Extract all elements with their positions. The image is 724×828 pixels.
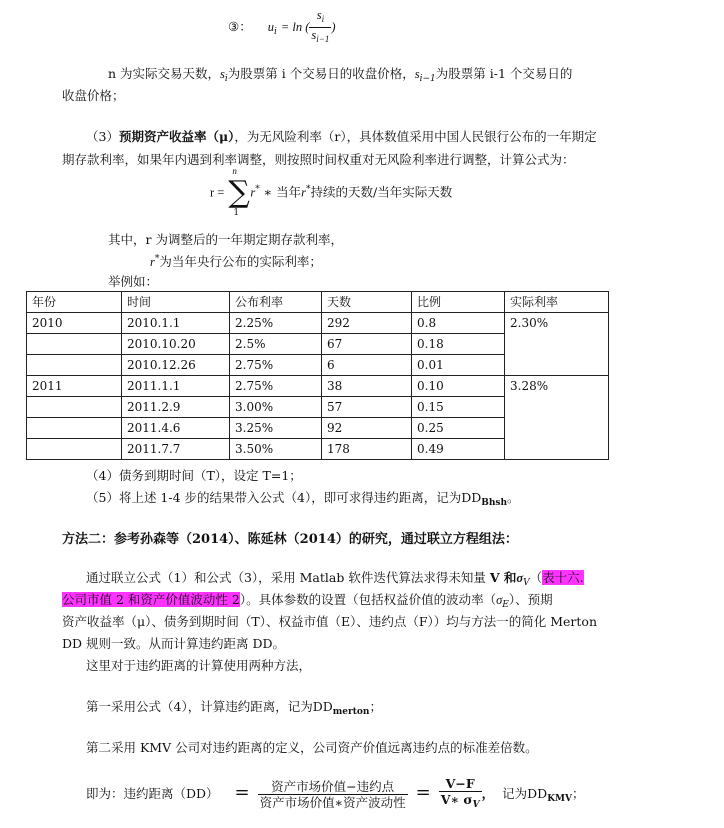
time-cell: 2010.10.20 (122, 334, 230, 355)
where-star: * (154, 253, 160, 264)
where-line3: 举例如： (108, 274, 159, 289)
rate-cell: 2.5% (230, 334, 322, 355)
final-fraction-2 (439, 776, 482, 813)
year-cell-empty (27, 418, 122, 439)
th-rate: 公布利率 (230, 292, 322, 313)
th-days: 天数 (322, 292, 412, 313)
step-5-end: 。 (507, 490, 520, 505)
final-den2-sub: V (472, 800, 480, 810)
actual-rate-cell: 2.30% (505, 313, 609, 376)
ratio-cell: 0.15 (412, 397, 505, 418)
final-eq1: = (234, 782, 250, 803)
ratio-cell: 0.8 (412, 313, 505, 334)
para-n-line1 (108, 64, 572, 84)
final-num2: V−F (439, 776, 482, 792)
rates-table (26, 291, 609, 460)
para-m2-sigma: σ (516, 571, 524, 585)
two-methods-line: 这里对于违约距离的计算使用两种方法， (86, 658, 312, 673)
th-year: 年份 (27, 292, 122, 313)
para-m2-line2 (62, 590, 553, 610)
rate-cell: 2.75% (230, 355, 322, 376)
para-m2-p3: ）、预期 (508, 592, 553, 607)
step-5-dd: DD (461, 490, 482, 505)
para-m2-p1: 通过联立公式（1）和公式（3），采用 Matlab 软件迭代算法求得未知量 (86, 570, 490, 585)
where-line1: 其中，r 为调整后的一年期定期存款利率， (108, 232, 343, 247)
days-cell: 178 (322, 439, 412, 460)
formula-3-fraction (309, 8, 331, 47)
para-m2-close: ） (239, 592, 247, 607)
formula-r-rstar: r (250, 185, 256, 200)
second-method-line: 第二采用 KMV 公司对违约距离的定义，公司资产价值远离违约点的标准差倍数。 (86, 740, 538, 755)
first-text: 第一采用公式（4），计算违约距离，记为 (86, 699, 313, 714)
step-4: （4）债务到期时间（T），设定 T=1； (86, 468, 302, 483)
ratio-cell: 0.10 (412, 376, 505, 397)
para-n-part1: n 为实际交易天数， (108, 66, 221, 81)
formula-3-lhs-sub: i (273, 27, 277, 37)
time-cell: 2011.1.1 (122, 376, 230, 397)
formula-3-lhs: u (267, 20, 274, 34)
para-3-prefix: （3） (86, 129, 119, 144)
where-line2-rest: 为当年央行公布的实际利率； (159, 254, 322, 269)
para-3-line1-rest: ，为无风险利率（r），具体数值采用中国人民银行公布的一年期定 (234, 129, 597, 144)
para-n-s-sub: i (224, 74, 228, 84)
para-m2-open: （ (529, 570, 543, 585)
days-cell: 38 (322, 376, 412, 397)
step-5 (86, 488, 520, 508)
ratio-cell: 0.18 (412, 334, 505, 355)
final-end: ； (571, 786, 585, 801)
formula-r-star: * (255, 184, 260, 195)
first-end: ； (369, 699, 382, 714)
year-cell-empty (27, 355, 122, 376)
year-cell: 2011 (27, 376, 122, 397)
table-header-row (27, 292, 609, 313)
para-m2-bold-v: V 和 (489, 570, 517, 585)
sigma-glyph: ∑ (228, 175, 250, 210)
para-n-s2-sub: i−1 (419, 74, 436, 84)
para-m2-sigma-e-sub: E (502, 600, 509, 610)
ratio-cell: 0.25 (412, 418, 505, 439)
year-cell-empty (27, 397, 122, 418)
sum-top: n (232, 166, 237, 176)
final-den2: V∗ σ (440, 792, 473, 807)
table-ref-highlight-2: 公司市值 2 和资产价值波动性 2 (62, 592, 240, 607)
table-row (27, 313, 609, 334)
where-r: r (150, 255, 155, 269)
formula-3-eq: = ln ( (280, 20, 310, 34)
formula-3-den-sub: i−1 (316, 34, 330, 44)
para-m2-line3: 资产收益率（μ）、债务到期时间（T）、权益市值（E）、违约点（F））均与方法一的简化 Merton (62, 614, 598, 629)
where-line2 (150, 252, 322, 270)
first-dd: DD (312, 699, 333, 714)
year-cell-empty (27, 439, 122, 460)
final-comma: ， (481, 786, 495, 801)
days-cell: 57 (322, 397, 412, 418)
days-cell: 92 (322, 418, 412, 439)
rate-cell: 2.25% (230, 313, 322, 334)
formula-3-den: s (311, 28, 317, 42)
time-cell: 2011.7.7 (122, 439, 230, 460)
final-prefix: 即为：违约距离（DD） (86, 786, 219, 801)
para-m2-line1 (86, 568, 584, 588)
rate-cell: 3.50% (230, 439, 322, 460)
rate-cell: 2.75% (230, 376, 322, 397)
days-cell: 292 (322, 313, 412, 334)
formula-r-rest: 持续的天数/当年实际天数 (310, 184, 453, 200)
time-cell: 2010.12.26 (122, 355, 230, 376)
para-m2-line4: DD 规则一致。从而计算违约距离 DD。 (62, 636, 286, 651)
time-cell: 2011.2.9 (122, 397, 230, 418)
formula-3 (228, 8, 336, 47)
final-dd: DD (527, 786, 548, 801)
step-5-text: （5）将上述 1-4 步的结果带入公式（4），即可求得违约距离，记为 (86, 490, 462, 505)
th-ratio: 比例 (412, 292, 505, 313)
para-n-part3: 为股票第 i-1 个交易日的 (435, 66, 573, 81)
para-m2-sigma-sub: V (523, 578, 530, 588)
para-m2-p2: 。具体参数的设置（包括权益价值的波动率（ (246, 592, 497, 607)
time-cell: 2010.1.1 (122, 313, 230, 334)
days-cell: 67 (322, 334, 412, 355)
para-3-line2: 期存款利率，如果年内遇到利率调整，则按照时间权重对无风险利率进行调整，计算公式为： (62, 152, 575, 167)
formula-r-rstar2: r (301, 185, 307, 200)
formula-r (210, 166, 453, 218)
th-actual: 实际利率 (505, 292, 609, 313)
para-n-s: s (220, 67, 225, 81)
step-5-dd-sub: Bhsh (481, 498, 508, 508)
year-cell-empty (27, 334, 122, 355)
para-n-part2: 为股票第 i 个交易日的收盘价格， (227, 66, 415, 81)
formula-3-close: ) (331, 20, 336, 34)
year-cell: 2010 (27, 313, 122, 334)
rate-cell: 3.25% (230, 418, 322, 439)
table-ref-highlight-1: 表十六. (542, 570, 584, 585)
final-rec: 记为 (502, 786, 528, 801)
first-dd-sub: merton (332, 707, 370, 717)
sum-symbol (228, 166, 250, 218)
actual-rate-cell: 3.28% (505, 376, 609, 460)
final-eq2: = (415, 782, 431, 803)
ratio-cell: 0.49 (412, 439, 505, 460)
final-formula (86, 776, 584, 814)
time-cell: 2011.4.6 (122, 418, 230, 439)
formula-r-lhs: r = (210, 185, 225, 200)
table-row (27, 376, 609, 397)
formula-r-star2: * (306, 184, 311, 195)
final-num1: 资产市场价值−违约点 (258, 779, 408, 795)
para-m2-sigma-e: σ (496, 593, 503, 607)
para-3-title: 预期资产收益率（μ） (118, 129, 235, 144)
ratio-cell: 0.01 (412, 355, 505, 376)
method-2-heading: 方法二：参考孙森等（2014）、陈延林（2014）的研究，通过联立方程组法： (62, 532, 518, 547)
rate-cell: 3.00% (230, 397, 322, 418)
para-n-line2: 收盘价格； (62, 88, 125, 103)
th-time: 时间 (122, 292, 230, 313)
final-dd-sub: KMV (547, 794, 572, 804)
final-den1: 资产市场价值∗资产波动性 (259, 795, 406, 810)
sum-bottom: 1 (233, 208, 240, 218)
para-n-s2: s (414, 67, 420, 81)
days-cell: 6 (322, 355, 412, 376)
first-method-line (86, 697, 382, 717)
formula-3-label: ③： (228, 19, 252, 34)
formula-3-num: s (316, 8, 322, 22)
final-fraction-1 (258, 779, 408, 810)
para-3-line1 (86, 127, 597, 145)
formula-r-mid: ∗ 当年 (259, 184, 302, 200)
formula-3-num-sub: i (321, 14, 325, 24)
